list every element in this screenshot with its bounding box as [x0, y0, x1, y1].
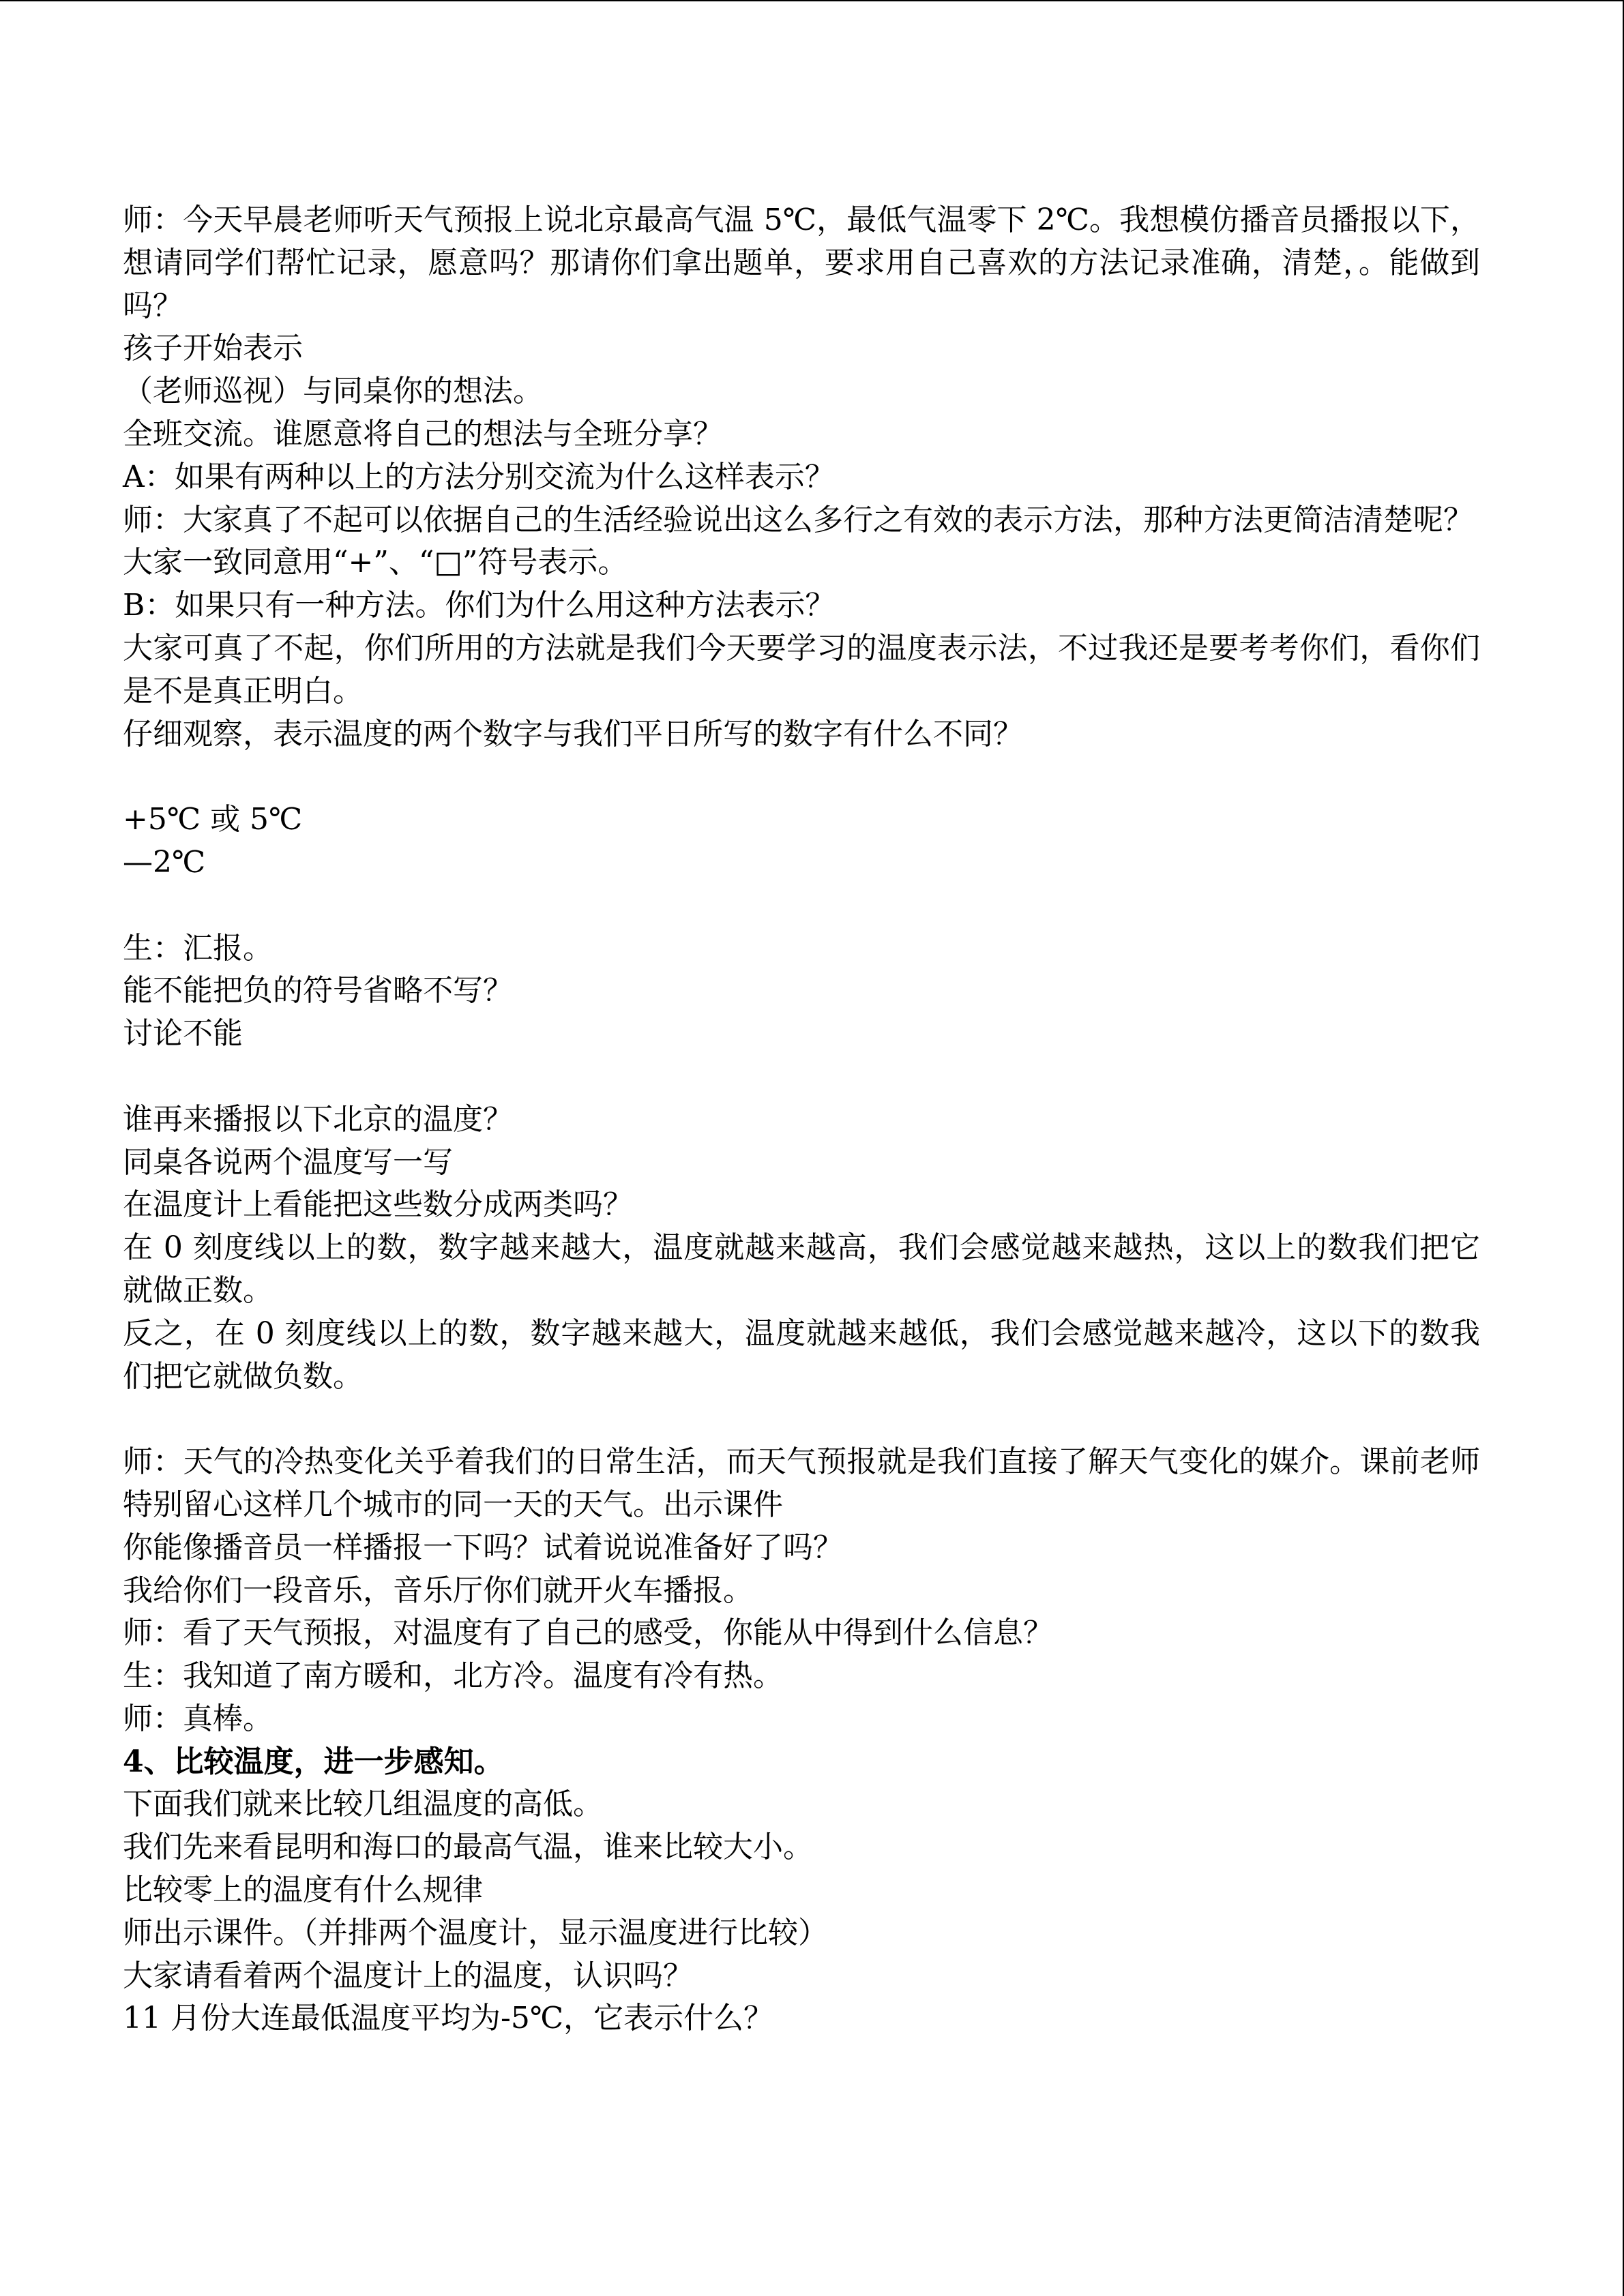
- text-paragraph: 师：大家真了不起可以依据自己的生活经验说出这么多行之有效的表示方法，那种方法更简洁清楚呢？: [123, 502, 1473, 537]
- text-paragraph: 我给你们一段音乐，音乐厅你们就开火车播报。: [123, 1572, 753, 1608]
- text-paragraph: 大家可真了不起，你们所用的方法就是我们今天要学习的温度表示法，不过我还是要考考你们，看你们是不是真正明白。: [123, 630, 1480, 709]
- text-paragraph: 大家一致同意用“+”、“□”符号表示。: [123, 545, 628, 580]
- text-paragraph: 在 0 刻度线以上的数，数字越来越大，温度就越来越高，我们会感觉越来越热，这以上的数我们把它就做正数。: [123, 1230, 1480, 1308]
- text-paragraph: 谁再来播报以下北京的温度？: [123, 1101, 513, 1137]
- blank-line: [123, 756, 1480, 799]
- blank-line: [123, 884, 1480, 927]
- document-body: [123, 199, 1480, 2040]
- section-heading: 4、比较温度，进一步感知。: [123, 1744, 504, 1779]
- text-paragraph: （老师巡视）与同桌你的想法。: [123, 374, 543, 409]
- blank-line: [123, 1398, 1480, 1441]
- text-paragraph: 师出示课件。（并排两个温度计，显示温度进行比较）: [123, 1915, 828, 1950]
- text-paragraph: 全班交流。谁愿意将自己的想法与全班分享？: [123, 416, 723, 451]
- blank-line: [123, 1056, 1480, 1099]
- text-paragraph: 孩子开始表示: [123, 331, 303, 366]
- text-paragraph: 讨论不能: [123, 1016, 243, 1052]
- text-paragraph: —2℃: [123, 844, 206, 880]
- text-paragraph: 我们先来看昆明和海口的最高气温，谁来比较大小。: [123, 1830, 813, 1865]
- text-paragraph: 下面我们就来比较几组温度的高低。: [123, 1787, 603, 1822]
- text-paragraph: 在温度计上看能把这些数分成两类吗？: [123, 1187, 633, 1223]
- text-paragraph: 11 月份大连最低温度平均为-5℃，它表示什么？: [123, 2001, 774, 2036]
- text-paragraph: 同桌各说两个温度写一写: [123, 1144, 453, 1180]
- text-paragraph: 大家请看着两个温度计上的温度，认识吗？: [123, 1958, 693, 1993]
- text-paragraph: 师：今天早晨老师听天气预报上说北京最高气温 5℃，最低气温零下 2℃。我想模仿播音员播报以下，想请同学们帮忙记录，愿意吗？那请你们拿出题单，要求用自己喜欢的方法记录准确，清楚，。能做到吗？: [123, 203, 1480, 323]
- text-paragraph: 你能像播音员一样播报一下吗？试着说说准备好了吗？: [123, 1530, 843, 1565]
- text-paragraph: 仔细观察，表示温度的两个数字与我们平日所写的数字有什么不同？: [123, 716, 1023, 751]
- text-paragraph: A：如果有两种以上的方法分别交流为什么这样表示？: [123, 459, 835, 494]
- text-paragraph: 反之，在 0 刻度线以上的数，数字越来越大，温度就越来越低，我们会感觉越来越冷，这以下的数我们把它就做负数。: [123, 1315, 1480, 1394]
- text-paragraph: 师：看了天气预报，对温度有了自己的感受，你能从中得到什么信息？: [123, 1615, 1053, 1651]
- text-paragraph: 比较零上的温度有什么规律: [123, 1873, 483, 1908]
- text-paragraph: +5℃ 或 5℃: [123, 802, 303, 837]
- text-paragraph: 生：汇报。: [123, 930, 273, 966]
- text-paragraph: 师：真棒。: [123, 1701, 273, 1736]
- text-paragraph: 师：天气的冷热变化关乎着我们的日常生活，而天气预报就是我们直接了解天气变化的媒介。课前老师特别留心这样几个城市的同一天的天气。出示课件: [123, 1444, 1480, 1522]
- text-paragraph: 生：我知道了南方暖和，北方冷。温度有冷有热。: [123, 1658, 783, 1694]
- text-paragraph: 能不能把负的符号省略不写？: [123, 973, 513, 1009]
- text-paragraph: B：如果只有一种方法。你们为什么用这种方法表示？: [123, 588, 836, 623]
